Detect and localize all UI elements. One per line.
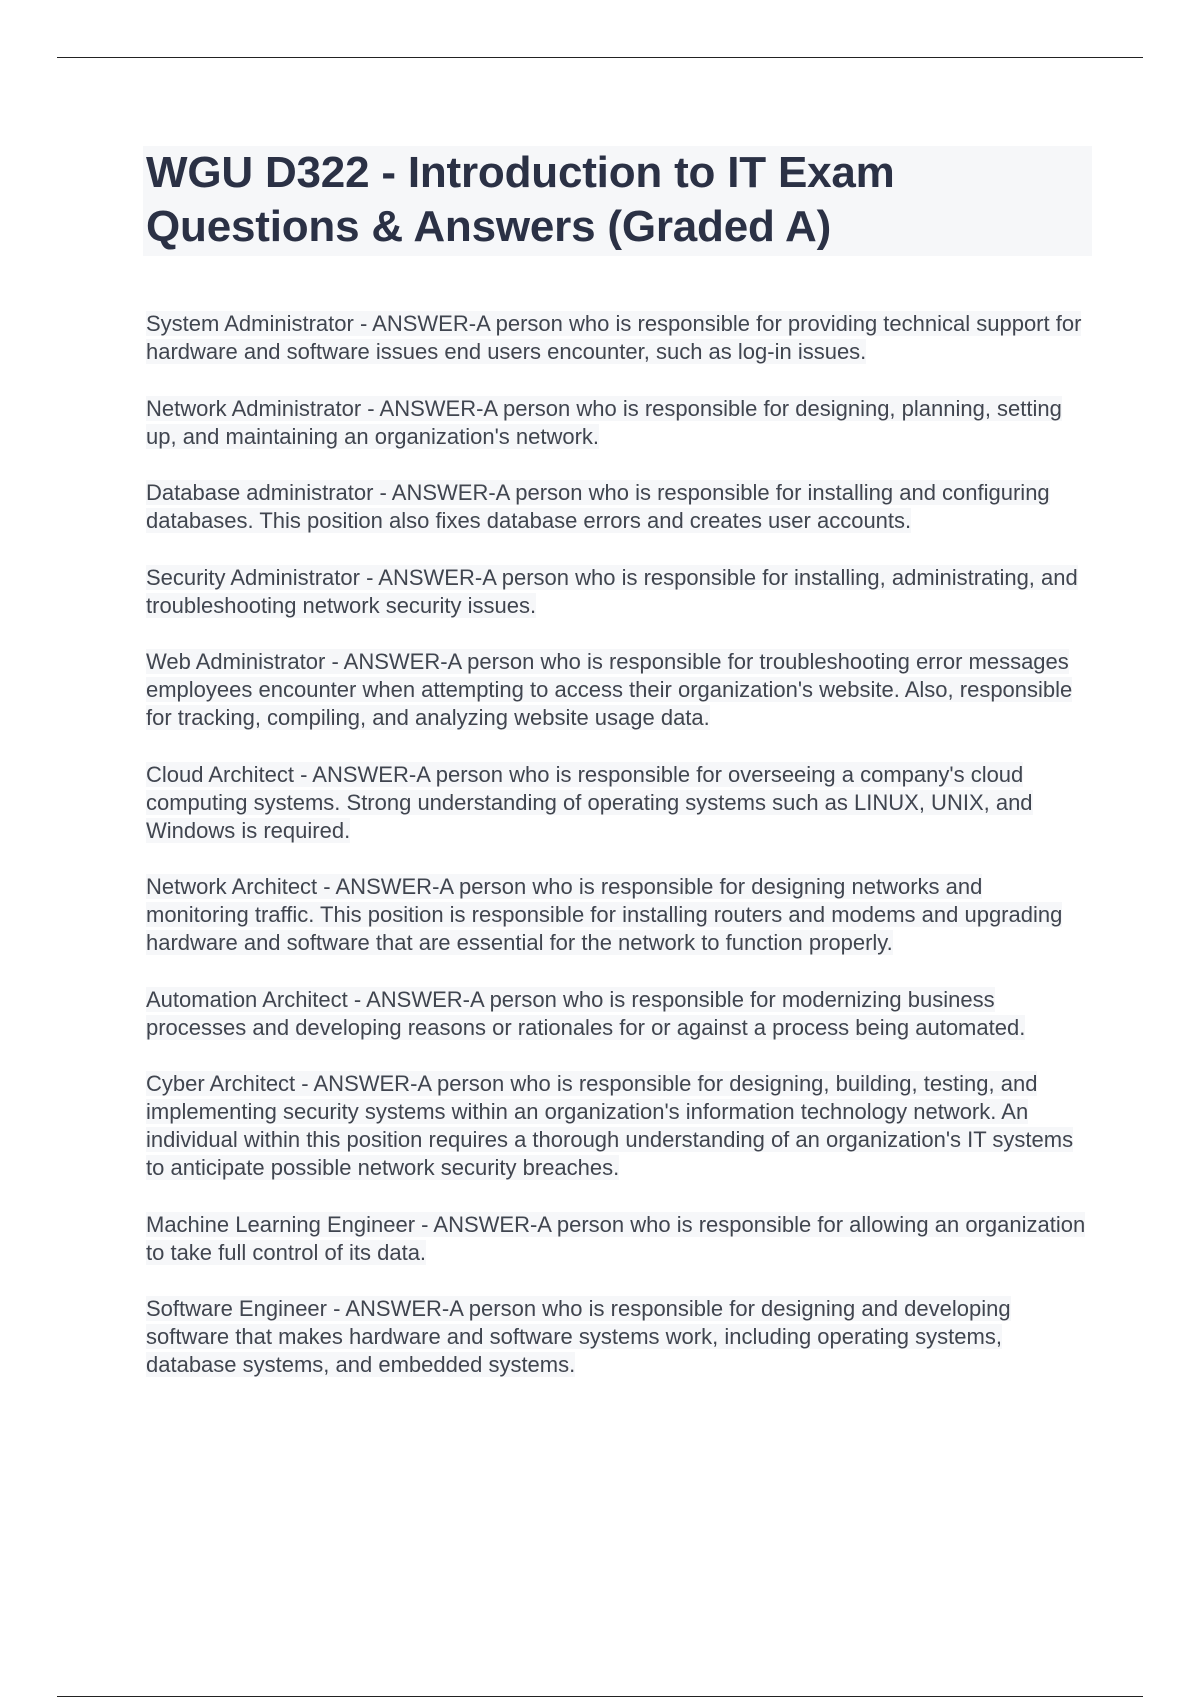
qa-item bbox=[146, 310, 1086, 366]
qa-list bbox=[146, 310, 1086, 1408]
qa-item bbox=[146, 986, 1086, 1042]
qa-text: Cyber Architect - ANSWER-A person who is responsible for designing, building, testing, and implementing security systems within an organization's information technology network. An individual within this position requires a thorough understanding of an organization's IT systems to anticipate possible network security breaches. bbox=[146, 1071, 1074, 1180]
qa-text: Automation Architect - ANSWER-A person who is responsible for modernizing business processes and developing reasons or rationales for or against a process being automated. bbox=[146, 986, 1026, 1040]
qa-item bbox=[146, 873, 1086, 957]
qa-item bbox=[146, 564, 1086, 620]
document-title-line-1: WGU D322 - Introduction to IT Exam bbox=[146, 148, 895, 197]
qa-text: Machine Learning Engineer - ANSWER-A person who is responsible for allowing an organization to take full control of its data. bbox=[146, 1211, 1086, 1265]
qa-text: Security Administrator - ANSWER-A person who is responsible for installing, administrating, and troubleshooting network security issues. bbox=[146, 564, 1078, 618]
document-title-line-2: Questions & Answers (Graded A) bbox=[146, 202, 832, 251]
qa-item bbox=[146, 395, 1086, 451]
qa-item bbox=[146, 1295, 1086, 1379]
qa-item bbox=[146, 761, 1086, 845]
top-divider bbox=[57, 57, 1143, 58]
qa-item bbox=[146, 648, 1086, 732]
qa-text: Web Administrator - ANSWER-A person who is responsible for troubleshooting error messages employees encounter when attempting to access their organization's website. Also, responsible for tracking, compiling, and analyzing website usage data. bbox=[146, 649, 1073, 730]
qa-text: Cloud Architect - ANSWER-A person who is responsible for overseeing a company's cloud computing systems. Strong understanding of operating systems such as LINUX, UNIX, and Windows is required. bbox=[146, 761, 1033, 843]
qa-item bbox=[146, 1211, 1086, 1267]
bottom-divider bbox=[57, 1696, 1143, 1697]
qa-text: Software Engineer - ANSWER-A person who is responsible for designing and developing software that makes hardware and software systems work, including operating systems, database systems, and embedded systems. bbox=[146, 1296, 1011, 1377]
document-title bbox=[146, 146, 1092, 254]
title-block bbox=[143, 146, 1092, 256]
qa-text: Network Architect - ANSWER-A person who is responsible for designing networks and monitoring traffic. This position is responsible for installing routers and modems and upgrading hardware and software that are essential for the network to function properly. bbox=[146, 874, 1063, 955]
qa-text: Database administrator - ANSWER-A person who is responsible for installing and configuring databases. This position also fixes database errors and creates user accounts. bbox=[146, 480, 1050, 533]
qa-text: System Administrator - ANSWER-A person who is responsible for providing technical support for hardware and software issues end users encounter, such as log-in issues. bbox=[146, 311, 1082, 364]
qa-item bbox=[146, 479, 1086, 535]
qa-text: Network Administrator - ANSWER-A person who is responsible for designing, planning, setting up, and maintaining an organization's network. bbox=[146, 395, 1062, 449]
qa-item bbox=[146, 1070, 1086, 1182]
